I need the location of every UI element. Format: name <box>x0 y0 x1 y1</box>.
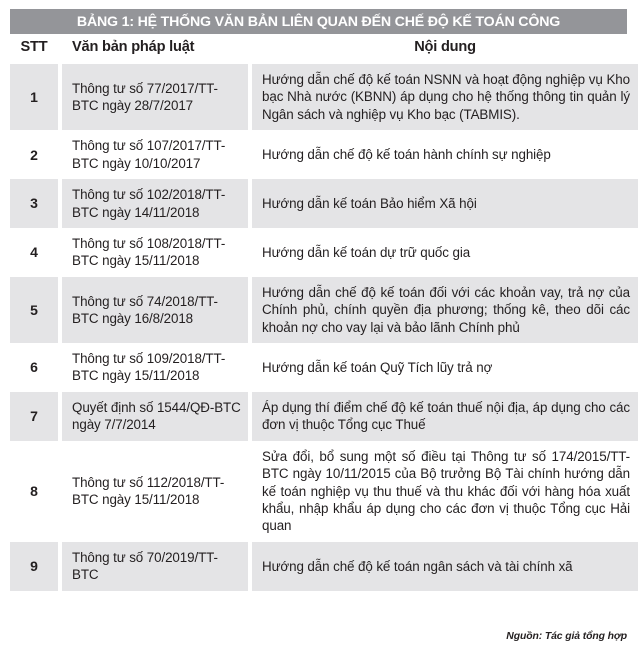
column-header-content: Nội dung <box>252 36 638 64</box>
table-row <box>10 392 638 441</box>
cell-stt: 3 <box>10 179 58 228</box>
cell-content: Hướng dẫn chế độ kế toán NSNN và hoạt động nghiệp vụ Kho bạc Nhà nước (KBNN) áp dụng cho hệ thống thông tin quản lý Ngân sách và nghiệp vụ Kho bạc (TABMIS). <box>252 64 638 130</box>
table-row <box>10 542 638 591</box>
cell-document: Thông tư số 107/2017/TT-BTC ngày 10/10/2017 <box>62 130 248 179</box>
cell-content: Hướng dẫn chế độ kế toán ngân sách và tài chính xã <box>252 542 638 591</box>
cell-content: Hướng dẫn kế toán dự trữ quốc gia <box>252 228 638 277</box>
cell-stt: 2 <box>10 130 58 179</box>
cell-document: Thông tư số 70/2019/TT-BTC <box>62 542 248 591</box>
table-row <box>10 64 638 130</box>
table-row <box>10 179 638 228</box>
cell-document: Thông tư số 102/2018/TT-BTC ngày 14/11/2018 <box>62 179 248 228</box>
cell-stt: 6 <box>10 343 58 392</box>
table-row <box>10 441 638 542</box>
cell-stt: 4 <box>10 228 58 277</box>
cell-stt: 8 <box>10 441 58 542</box>
cell-content: Hướng dẫn chế độ kế toán hành chính sự nghiệp <box>252 130 638 179</box>
cell-stt: 9 <box>10 542 58 591</box>
header-row <box>10 36 638 64</box>
cell-document: Quyết định số 1544/QĐ-BTC ngày 7/7/2014 <box>62 392 248 441</box>
cell-document: Thông tư số 109/2018/TT-BTC ngày 15/11/2018 <box>62 343 248 392</box>
table-header <box>10 36 638 64</box>
table-row <box>10 228 638 277</box>
cell-content: Sửa đổi, bổ sung một số điều tại Thông tư số 174/2015/TT-BTC ngày 10/11/2015 của Bộ trưởng Bộ Tài chính hướng dẫn kế toán nghiệp vụ thu thuế và thu khác đối với hàng hóa xuất khẩu, nhập khẩu áp dụng cho các đơn vị thuộc Tổng cục Hải quan <box>252 441 638 542</box>
table-body <box>10 64 638 591</box>
table-title: BẢNG 1: HỆ THỐNG VĂN BẢN LIÊN QUAN ĐẾN CHẾ ĐỘ KẾ TOÁN CÔNG <box>10 9 627 34</box>
table-row <box>10 343 638 392</box>
cell-content: Hướng dẫn chế độ kế toán đối với các khoản vay, trả nợ của Chính phủ, chính quyền địa phương; thống kê, theo dõi các khoản nợ cho vay lại và bảo lãnh Chính phủ <box>252 277 638 343</box>
cell-document: Thông tư số 108/2018/TT-BTC ngày 15/11/2018 <box>62 228 248 277</box>
column-header-document: Văn bản pháp luật <box>62 36 248 64</box>
cell-document: Thông tư số 74/2018/TT-BTC ngày 16/8/2018 <box>62 277 248 343</box>
cell-document: Thông tư số 77/2017/TT-BTC ngày 28/7/2017 <box>62 64 248 130</box>
legal-documents-table <box>6 36 640 591</box>
cell-stt: 1 <box>10 64 58 130</box>
column-header-stt: STT <box>10 36 58 64</box>
cell-stt: 7 <box>10 392 58 441</box>
cell-document: Thông tư số 112/2018/TT-BTC ngày 15/11/2018 <box>62 441 248 542</box>
table-row <box>10 277 638 343</box>
cell-content: Hướng dẫn kế toán Quỹ Tích lũy trả nợ <box>252 343 638 392</box>
table-container <box>10 36 630 591</box>
cell-content: Hướng dẫn kế toán Bảo hiểm Xã hội <box>252 179 638 228</box>
table-row <box>10 130 638 179</box>
cell-stt: 5 <box>10 277 58 343</box>
cell-content: Áp dụng thí điểm chế độ kế toán thuế nội địa, áp dụng cho các đơn vị thuộc Tổng cục Thuế <box>252 392 638 441</box>
source-note: Nguồn: Tác giả tổng hợp <box>506 631 627 642</box>
